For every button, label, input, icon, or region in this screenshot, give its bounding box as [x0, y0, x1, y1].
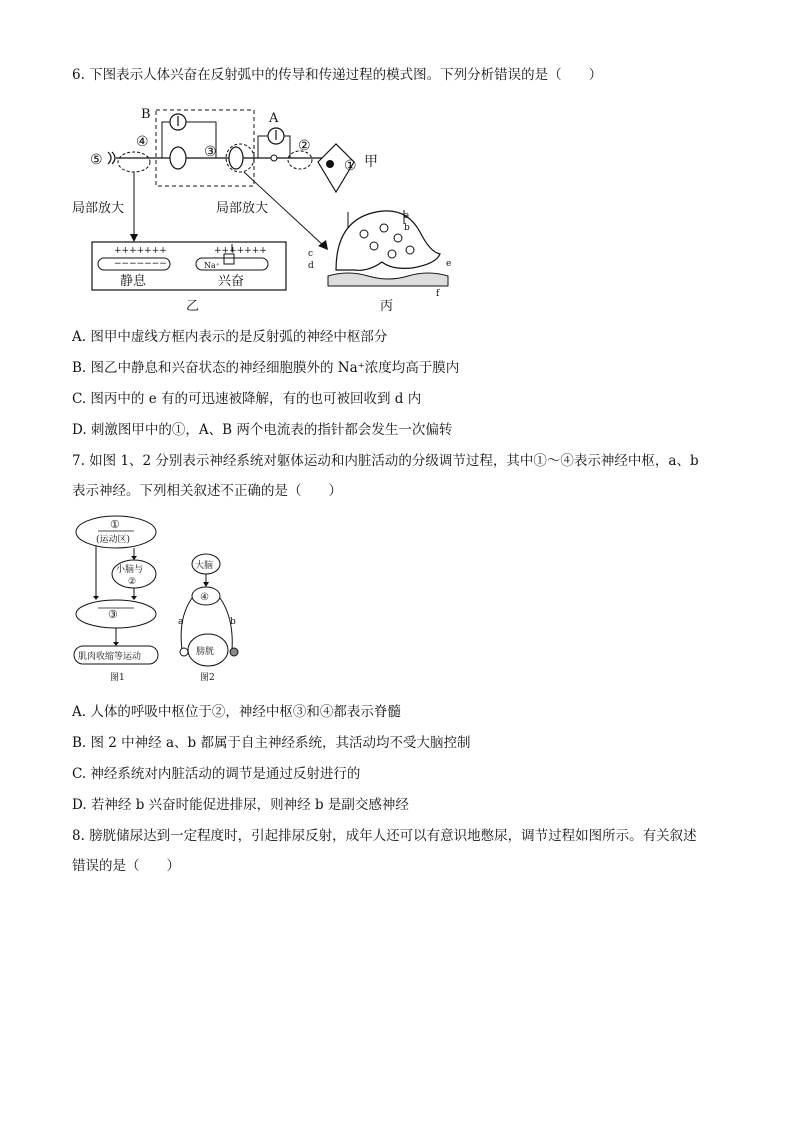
fig2-b: b: [230, 617, 236, 627]
bing-c: c: [308, 249, 314, 259]
q6-option-a: A. 图甲中虚线方框内表示的是反射弧的神经中枢部分: [72, 329, 388, 345]
bing-e: e: [446, 259, 452, 269]
bing-d: d: [308, 261, 314, 271]
reflex-arc-diagram: [72, 100, 486, 318]
label-circ1: ①: [344, 158, 357, 174]
fig1-n3: ③: [108, 608, 118, 621]
meter-b-label: B: [141, 107, 151, 122]
zoom-label-right: 局部放大: [216, 201, 269, 216]
fig2-bladder: 膀胱: [196, 647, 215, 657]
label-circ2: ②: [298, 138, 311, 154]
bing-caption: 丙: [380, 299, 394, 314]
fig1-n1sub: (运动区): [96, 535, 131, 545]
yi-caption: 乙: [186, 299, 200, 314]
bing-a: a: [404, 211, 410, 221]
q6-option-b: B. 图乙中静息和兴奋状态的神经细胞膜外的 Na⁺浓度均高于膜内: [72, 360, 460, 376]
q6-option-c: C. 图丙中的 e 有的可迅速被降解，有的也可被回收到 d 内: [72, 391, 422, 407]
fig2-caption: 图2: [200, 673, 215, 683]
fig1-caption: 图1: [110, 673, 125, 683]
fig1-n2a: 小脑与: [116, 565, 144, 575]
bing-f: f: [436, 289, 440, 299]
q7-option-d: D. 若神经 b 兴奋时能促进排尿，则神经 b 是副交感神经: [72, 797, 409, 813]
nervous-regulation-diagram: [72, 512, 252, 686]
meter-a-label: A: [269, 111, 279, 126]
yi-rest: 静息: [120, 274, 147, 289]
fig1-n1: ①: [110, 518, 120, 531]
label-circ3: ③: [204, 144, 217, 160]
zoom-label-left: 局部放大: [72, 201, 125, 216]
yi-na: Na⁺: [204, 261, 220, 270]
q8-stem-line1: 8. 膀胱储尿达到一定程度时，引起排尿反射，成年人还可以有意识地憋尿，调节过程如图所示。有关叙述: [72, 828, 697, 844]
yi-excite: 兴奋: [218, 274, 245, 289]
q7-option-b: B. 图 2 中神经 a、b 都属于自主神经系统，其活动均不受大脑控制: [72, 735, 471, 751]
yi-minus-left: −−−−−−−: [114, 259, 167, 269]
fig1-n2b: ②: [128, 577, 137, 587]
q7-figures: [72, 512, 252, 686]
fig2-n4: ④: [200, 592, 209, 603]
fig1-out: 肌肉收缩等运动: [78, 652, 142, 662]
q6-figure: [72, 100, 486, 318]
yi-plus-right: +++++++: [214, 246, 267, 256]
label-jia: 甲: [364, 154, 378, 170]
q7-stem-line1: 7. 如图 1、2 分别表示神经系统对躯体运动和内脏活动的分级调节过程，其中①～④表示神经中枢，a、b: [72, 453, 699, 469]
label-circ5: ⑤: [90, 152, 103, 168]
bing-b: b: [404, 223, 410, 233]
q7-option-a: A. 人体的呼吸中枢位于②，神经中枢③和④都表示脊髓: [72, 704, 401, 720]
fig2-a: a: [178, 617, 184, 627]
q7-stem-line2: 表示神经。下列相关叙述不正确的是（ ）: [72, 483, 342, 499]
q6-option-d: D. 刺激图甲中的①，A、B 两个电流表的指针都会发生一次偏转: [72, 422, 453, 438]
q8-stem-line2: 错误的是（ ）: [72, 858, 180, 874]
yi-plus-left: +++++++: [114, 246, 167, 256]
fig2-brain: 大脑: [195, 561, 214, 571]
q7-option-c: C. 神经系统对内脏活动的调节是通过反射进行的: [72, 766, 361, 782]
q6-stem: 6. 下图表示人体兴奋在反射弧中的传导和传递过程的模式图。下列分析错误的是（ ）: [72, 67, 603, 83]
label-circ4: ④: [136, 134, 149, 150]
